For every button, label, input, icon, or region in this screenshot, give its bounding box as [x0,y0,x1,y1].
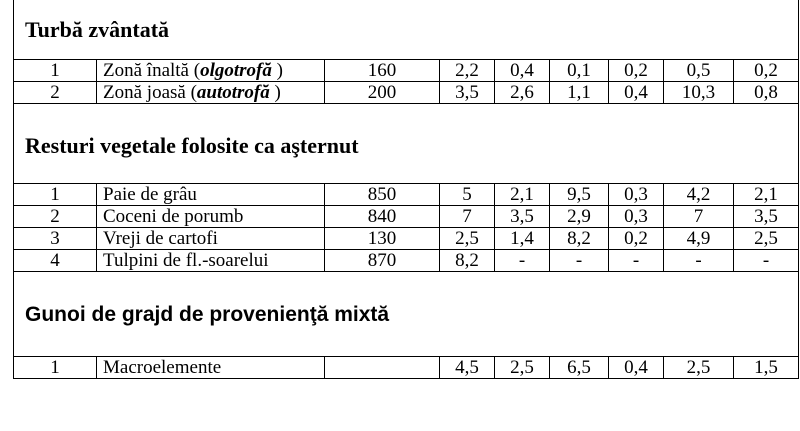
table-row [14,60,799,82]
row-name-prefix: Zonă joasă ( [103,81,197,103]
row-value: 2,5 [495,357,550,379]
section-title: Turbă zvântată [14,0,799,60]
row-value: 1,5 [734,357,799,379]
row-value: 4,5 [440,357,495,379]
row-col3: 870 [325,250,440,272]
row-value: 0,4 [495,60,550,82]
row-value: 4,9 [664,228,734,250]
row-number: 1 [14,184,97,206]
section-header-row [14,272,799,357]
row-name: Paie de grâu [97,184,325,206]
row-value: 7 [664,206,734,228]
row-value: 0,2 [609,60,664,82]
row-number: 1 [14,357,97,379]
row-number: 1 [14,60,97,82]
row-value: 2,1 [734,184,799,206]
table-row [14,228,799,250]
row-value: 2,5 [734,228,799,250]
row-name: Tulpini de fl.-soarelui [97,250,325,272]
table-row [14,206,799,228]
row-col3: 130 [325,228,440,250]
row-number: 4 [14,250,97,272]
section-header-row [14,0,799,60]
row-value: 0,4 [609,357,664,379]
row-name-emphasis: olgotrofă [200,59,272,81]
row-name: Vreji de cartofi [97,228,325,250]
row-value: - [550,250,609,272]
row-value: 8,2 [550,228,609,250]
row-name: Macroelemente [97,357,325,379]
row-value: 4,2 [664,184,734,206]
row-col3: 850 [325,184,440,206]
table-row [14,184,799,206]
row-value: 5 [440,184,495,206]
row-value: 0,2 [734,60,799,82]
row-number: 2 [14,82,97,104]
table-row [14,250,799,272]
row-col3 [325,357,440,379]
row-value: 0,5 [664,60,734,82]
row-number: 3 [14,228,97,250]
table-bottom-spacer [14,379,799,388]
row-col3: 840 [325,206,440,228]
row-value: 10,3 [664,82,734,104]
row-value: 1,4 [495,228,550,250]
row-name [97,60,325,82]
row-value: 6,5 [550,357,609,379]
row-value: - [495,250,550,272]
row-name: Coceni de porumb [97,206,325,228]
row-value: 2,1 [495,184,550,206]
row-name-suffix: ) [271,59,283,81]
row-name-emphasis: autotrofă [196,81,270,103]
row-name-suffix: ) [269,81,281,103]
row-value: 2,6 [495,82,550,104]
table-row [14,357,799,379]
row-value: 2,5 [440,228,495,250]
row-value: 2,2 [440,60,495,82]
row-value: 2,5 [664,357,734,379]
row-value: 3,5 [734,206,799,228]
row-value: 0,3 [609,206,664,228]
section-title: Gunoi de grajd de provenienţă mixtă [14,272,799,357]
row-value: 2,9 [550,206,609,228]
composition-table [13,0,799,387]
row-value: 3,5 [495,206,550,228]
row-col3: 160 [325,60,440,82]
row-value: 0,1 [550,60,609,82]
row-number: 2 [14,206,97,228]
row-value: 7 [440,206,495,228]
row-value: 0,4 [609,82,664,104]
section-header-row [14,104,799,184]
row-name [97,82,325,104]
row-value: 0,3 [609,184,664,206]
row-value: - [609,250,664,272]
row-name-prefix: Zonă înaltă ( [103,59,201,81]
row-value: - [734,250,799,272]
row-value: 8,2 [440,250,495,272]
row-col3: 200 [325,82,440,104]
row-value: 0,2 [609,228,664,250]
table-bottom [14,379,799,388]
row-value: 1,1 [550,82,609,104]
row-value: - [664,250,734,272]
row-value: 3,5 [440,82,495,104]
row-value: 0,8 [734,82,799,104]
section-title: Resturi vegetale folosite ca aşternut [14,104,799,184]
table-row [14,82,799,104]
row-value: 9,5 [550,184,609,206]
